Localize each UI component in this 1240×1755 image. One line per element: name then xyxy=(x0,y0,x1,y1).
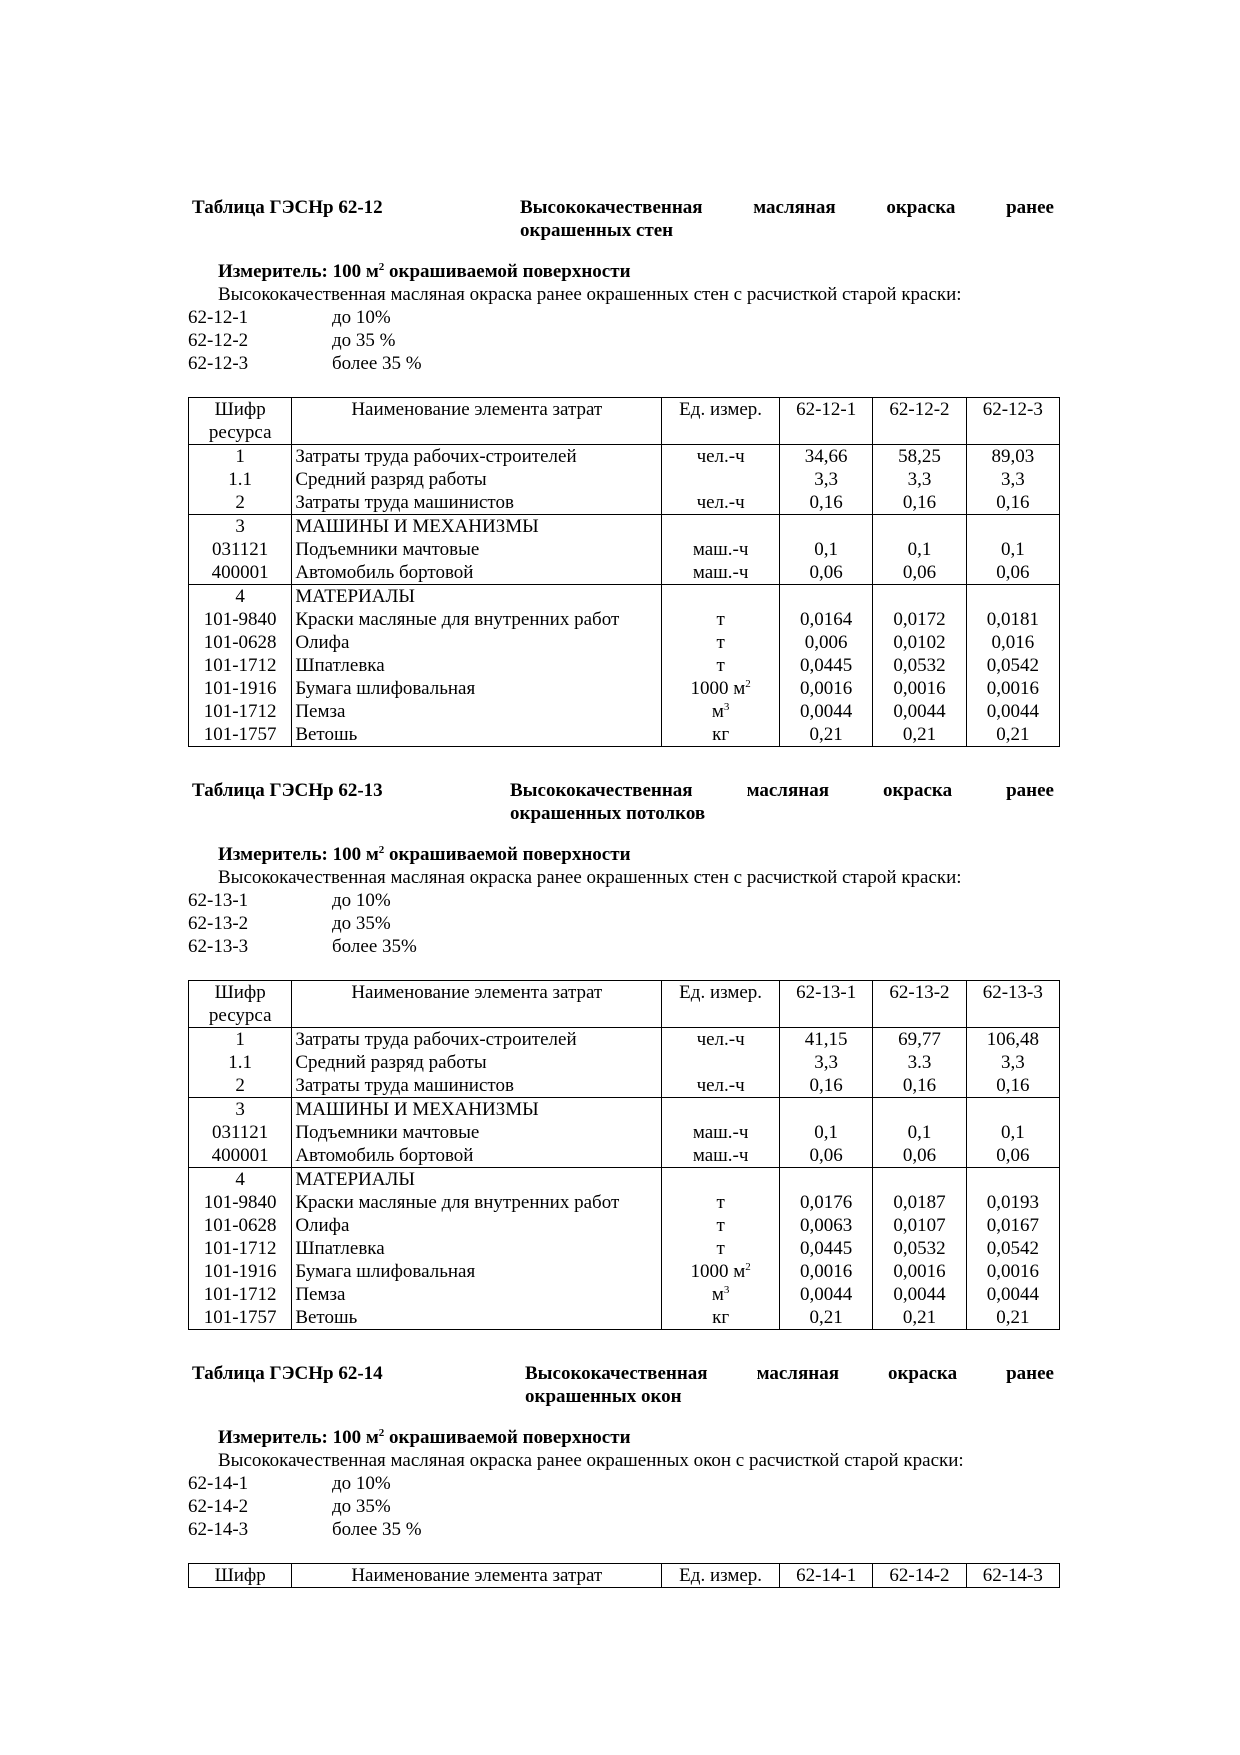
unit-cell: кг xyxy=(662,1306,780,1330)
norm-value xyxy=(780,585,873,609)
variant-label: до 35% xyxy=(332,913,391,934)
heading-word: окраска xyxy=(887,1363,958,1384)
variant-code: 62-12-2 xyxy=(188,330,249,351)
table-row xyxy=(189,631,1060,654)
cost-element-name: Автомобиль бортовой xyxy=(292,1144,662,1168)
norm-value: 0,0044 xyxy=(780,700,873,723)
description: Высококачественная масляная окраска ранее окрашенных стен с расчисткой старой краски: xyxy=(218,284,962,305)
table-row xyxy=(189,515,1060,539)
unit-cell: маш.-ч xyxy=(662,1144,780,1168)
header-variant-col: 62-12-1 xyxy=(780,398,873,445)
heading-word: масляная xyxy=(756,1363,839,1384)
norm-value: 3.3 xyxy=(873,1051,966,1074)
table-row xyxy=(189,1168,1060,1192)
norm-value: 0,0176 xyxy=(780,1191,873,1214)
norm-value: 0,0016 xyxy=(873,1260,966,1283)
norm-value: 0,21 xyxy=(873,1306,966,1330)
table-header-row xyxy=(189,398,1060,445)
norm-value: 0,1 xyxy=(966,538,1059,561)
resource-code: 101-1712 xyxy=(189,1283,292,1306)
table-row xyxy=(189,1121,1060,1144)
norm-value: 0,0016 xyxy=(966,1260,1059,1283)
section-title xyxy=(188,1362,1060,1408)
cost-element-name: Шпатлевка xyxy=(292,654,662,677)
norm-value xyxy=(966,1168,1059,1192)
norm-value xyxy=(780,1098,873,1122)
header-variant-col: 62-12-3 xyxy=(966,398,1059,445)
variant-item xyxy=(188,912,1060,935)
table-row xyxy=(189,585,1060,609)
norm-value xyxy=(966,1098,1059,1122)
heading-word: окраска xyxy=(882,780,953,801)
meter-line: Измеритель: 100 $м^2$ окрашиваемой поверхности xyxy=(218,844,631,865)
norm-value: 0,06 xyxy=(873,561,966,585)
norm-value: 0,1 xyxy=(873,1121,966,1144)
resource-code: 4 xyxy=(189,585,292,609)
resource-code: 3 xyxy=(189,1098,292,1122)
norm-value: 0,16 xyxy=(780,491,873,515)
norm-value: 3,3 xyxy=(780,1051,873,1074)
table-row xyxy=(189,1051,1060,1074)
variant-label: до 10% xyxy=(332,1473,391,1494)
table-label: Таблица ГЭСНр 62-12 xyxy=(192,197,383,218)
variant-label: более 35% xyxy=(332,936,417,957)
variant-list xyxy=(188,1472,1060,1541)
cost-element-name: Бумага шлифовальная xyxy=(292,677,662,700)
table-row xyxy=(189,1074,1060,1098)
norm-value: 0,0181 xyxy=(966,608,1059,631)
unit-cell: $м^3$ xyxy=(662,700,780,723)
norm-value: 3,3 xyxy=(966,468,1059,491)
variant-label: более 35 % xyxy=(332,353,422,374)
section-heading xyxy=(520,196,1054,242)
variant-item xyxy=(188,935,1060,958)
variant-item xyxy=(188,306,1060,329)
section-62-12 xyxy=(188,196,1060,747)
cost-element-name: Олифа xyxy=(292,1214,662,1237)
unit-cell: чел.-ч xyxy=(662,1074,780,1098)
unit-cell: 1000 $м^2$ xyxy=(662,677,780,700)
variant-item xyxy=(188,1495,1060,1518)
header-name: Наименование элемента затрат xyxy=(292,1564,662,1588)
heading-word: Высококачественная xyxy=(520,197,703,218)
table-row xyxy=(189,561,1060,585)
cost-element-name: Автомобиль бортовой xyxy=(292,561,662,585)
cost-element-name: Подъемники мачтовые xyxy=(292,1121,662,1144)
heading-word: ранее xyxy=(1006,780,1054,801)
variant-code: 62-13-3 xyxy=(188,936,249,957)
table-row xyxy=(189,700,1060,723)
norm-value: 0,006 xyxy=(780,631,873,654)
norm-value: 58,25 xyxy=(873,445,966,469)
table-row xyxy=(189,1283,1060,1306)
variant-label: более 35 % xyxy=(332,1519,422,1540)
table-row xyxy=(189,1191,1060,1214)
norm-value: 0,0445 xyxy=(780,654,873,677)
table-row xyxy=(189,1144,1060,1168)
norm-value: 0,1 xyxy=(780,1121,873,1144)
meter-line: Измеритель: 100 $м^2$ окрашиваемой поверхности xyxy=(218,261,631,282)
cost-element-name: Краски масляные для внутренних работ xyxy=(292,608,662,631)
unit-cell: т xyxy=(662,1237,780,1260)
norm-value: 0,0167 xyxy=(966,1214,1059,1237)
resource-code: 2 xyxy=(189,491,292,515)
norm-value: 0,06 xyxy=(966,1144,1059,1168)
unit-cell: 1000 $м^2$ xyxy=(662,1260,780,1283)
norm-value: 0,0532 xyxy=(873,1237,966,1260)
norm-value: 0,0102 xyxy=(873,631,966,654)
unit-cell xyxy=(662,585,780,609)
norm-value: 0,21 xyxy=(780,1306,873,1330)
norm-value: 3,3 xyxy=(780,468,873,491)
norm-value: 106,48 xyxy=(966,1028,1059,1052)
norm-value: 41,15 xyxy=(780,1028,873,1052)
description: Высококачественная масляная окраска ранее окрашенных окон с расчисткой старой краски: xyxy=(218,1450,964,1471)
resource-code: 031121 xyxy=(189,538,292,561)
resource-code: 101-1712 xyxy=(189,1237,292,1260)
cost-element-name: Затраты труда рабочих-строителей xyxy=(292,1028,662,1052)
norm-value: 0,0532 xyxy=(873,654,966,677)
norm-value: 0,06 xyxy=(966,561,1059,585)
header-variant-col: 62-14-3 xyxy=(966,1564,1059,1588)
header-variant-col: 62-12-2 xyxy=(873,398,966,445)
heading-word: масляная xyxy=(746,780,829,801)
heading-word: масляная xyxy=(753,197,836,218)
norm-value: 0,06 xyxy=(873,1144,966,1168)
cost-element-name: Ветошь xyxy=(292,723,662,747)
resource-code: 101-9840 xyxy=(189,1191,292,1214)
variant-list xyxy=(188,306,1060,375)
variant-code: 62-14-2 xyxy=(188,1496,249,1517)
norm-value: 0,1 xyxy=(780,538,873,561)
norm-value: 0,0107 xyxy=(873,1214,966,1237)
norm-value: 0,21 xyxy=(966,723,1059,747)
table-row xyxy=(189,654,1060,677)
variant-item xyxy=(188,329,1060,352)
norm-value: 89,03 xyxy=(966,445,1059,469)
unit-cell: т xyxy=(662,1191,780,1214)
unit-cell xyxy=(662,515,780,539)
norm-value: 0,0542 xyxy=(966,654,1059,677)
resource-code: 101-1916 xyxy=(189,1260,292,1283)
variant-list xyxy=(188,889,1060,958)
section-heading xyxy=(525,1362,1054,1408)
resource-code: 3 xyxy=(189,515,292,539)
resource-code: 1 xyxy=(189,1028,292,1052)
resource-code: 101-1757 xyxy=(189,1306,292,1330)
norm-value: 0,21 xyxy=(873,723,966,747)
norm-value: 0,0164 xyxy=(780,608,873,631)
table-row xyxy=(189,1237,1060,1260)
cost-element-name: Краски масляные для внутренних работ xyxy=(292,1191,662,1214)
unit-cell: маш.-ч xyxy=(662,1121,780,1144)
table-row xyxy=(189,723,1060,747)
norm-value: 0,1 xyxy=(966,1121,1059,1144)
resource-code: 400001 xyxy=(189,1144,292,1168)
heading-line-2: окрашенных потолков xyxy=(510,803,706,824)
header-name: Наименование элемента затрат xyxy=(292,398,662,445)
variant-code: 62-14-1 xyxy=(188,1473,249,1494)
variant-code: 62-13-1 xyxy=(188,890,249,911)
norm-value: 0,06 xyxy=(780,1144,873,1168)
header-variant-col: 62-13-1 xyxy=(780,981,873,1028)
norm-value: 34,66 xyxy=(780,445,873,469)
resource-code: 400001 xyxy=(189,561,292,585)
norm-value: 0,16 xyxy=(966,1074,1059,1098)
unit-cell: т xyxy=(662,654,780,677)
norm-value: 0,0044 xyxy=(873,700,966,723)
unit-cell xyxy=(662,1051,780,1074)
norm-value xyxy=(780,515,873,539)
unit-cell: маш.-ч xyxy=(662,561,780,585)
header-unit: Ед. измер. xyxy=(662,1564,780,1588)
heading-word: окраска xyxy=(886,197,956,218)
variant-label: до 35% xyxy=(332,1496,391,1517)
norm-value: 0,0044 xyxy=(966,700,1059,723)
norm-value xyxy=(966,515,1059,539)
unit-cell: чел.-ч xyxy=(662,445,780,469)
norm-value: 0,21 xyxy=(966,1306,1059,1330)
resource-code: 4 xyxy=(189,1168,292,1192)
norm-value: 0,0016 xyxy=(873,677,966,700)
table-label: Таблица ГЭСНр 62-14 xyxy=(192,1363,383,1384)
unit-cell: т xyxy=(662,1214,780,1237)
variant-item xyxy=(188,1518,1060,1541)
cost-element-name: Средний разряд работы xyxy=(292,1051,662,1074)
cost-element-name: Олифа xyxy=(292,631,662,654)
variant-code: 62-12-1 xyxy=(188,307,249,328)
norm-value xyxy=(966,585,1059,609)
norm-table xyxy=(188,397,1060,747)
cost-element-name: Средний разряд работы xyxy=(292,468,662,491)
heading-word: Высококачественная xyxy=(525,1363,708,1384)
variant-item xyxy=(188,1472,1060,1495)
resource-code: 101-0628 xyxy=(189,1214,292,1237)
norm-value: 0,0016 xyxy=(780,677,873,700)
header-code: Шифр ресурса xyxy=(189,981,292,1028)
table-row xyxy=(189,677,1060,700)
unit-cell xyxy=(662,468,780,491)
norm-value: 0,0193 xyxy=(966,1191,1059,1214)
variant-label: до 35 % xyxy=(332,330,396,351)
section-title xyxy=(188,196,1060,242)
resource-code: 101-1916 xyxy=(189,677,292,700)
table-row xyxy=(189,538,1060,561)
variant-code: 62-14-3 xyxy=(188,1519,249,1540)
cost-element-name: Подъемники мачтовые xyxy=(292,538,662,561)
cost-element-name: Затраты труда машинистов xyxy=(292,1074,662,1098)
norm-value: 0,0187 xyxy=(873,1191,966,1214)
norm-value: 0,0044 xyxy=(873,1283,966,1306)
unit-cell: т xyxy=(662,608,780,631)
section-heading xyxy=(510,779,1054,825)
unit-cell: чел.-ч xyxy=(662,1028,780,1052)
heading-word: ранее xyxy=(1006,197,1054,218)
norm-value: 0,21 xyxy=(780,723,873,747)
norm-value: 0,06 xyxy=(780,561,873,585)
table-header-row xyxy=(189,981,1060,1028)
resource-code: 1 xyxy=(189,445,292,469)
unit-cell xyxy=(662,1168,780,1192)
header-variant-col: 62-14-1 xyxy=(780,1564,873,1588)
table-row xyxy=(189,1260,1060,1283)
cost-element-name: Затраты труда машинистов xyxy=(292,491,662,515)
table-row xyxy=(189,608,1060,631)
norm-value: 0,0542 xyxy=(966,1237,1059,1260)
table-header-row xyxy=(189,1564,1060,1588)
norm-table xyxy=(188,980,1060,1330)
norm-value: 0,0044 xyxy=(966,1283,1059,1306)
norm-value xyxy=(873,1168,966,1192)
norm-value: 69,77 xyxy=(873,1028,966,1052)
section-title xyxy=(188,779,1060,825)
header-code: Шифр ресурса xyxy=(189,398,292,445)
unit-cell xyxy=(662,1098,780,1122)
norm-value: 3,3 xyxy=(966,1051,1059,1074)
cost-element-name: Бумага шлифовальная xyxy=(292,1260,662,1283)
resource-code: 101-1757 xyxy=(189,723,292,747)
norm-value: 0,0016 xyxy=(780,1260,873,1283)
norm-value: 0,0016 xyxy=(966,677,1059,700)
variant-code: 62-12-3 xyxy=(188,353,249,374)
norm-value: 0,0044 xyxy=(780,1283,873,1306)
table-row xyxy=(189,1028,1060,1052)
meter-line: Измеритель: 100 $м^2$ окрашиваемой поверхности xyxy=(218,1427,631,1448)
section-62-13 xyxy=(188,779,1060,1330)
header-variant-col: 62-13-3 xyxy=(966,981,1059,1028)
resource-code: 1.1 xyxy=(189,468,292,491)
cost-element-name: МАТЕРИАЛЫ xyxy=(292,1168,662,1192)
description: Высококачественная масляная окраска ранее окрашенных стен с расчисткой старой краски: xyxy=(218,867,962,888)
norm-value: 0,16 xyxy=(780,1074,873,1098)
norm-table xyxy=(188,1563,1060,1588)
header-variant-col: 62-14-2 xyxy=(873,1564,966,1588)
norm-value: 0,016 xyxy=(966,631,1059,654)
header-unit: Ед. измер. xyxy=(662,398,780,445)
table-row xyxy=(189,1306,1060,1330)
variant-label: до 10% xyxy=(332,307,391,328)
norm-value: 3,3 xyxy=(873,468,966,491)
norm-value: 0,1 xyxy=(873,538,966,561)
table-row xyxy=(189,1214,1060,1237)
table-label: Таблица ГЭСНр 62-13 xyxy=(192,780,383,801)
table-row xyxy=(189,491,1060,515)
variant-item xyxy=(188,889,1060,912)
table-row xyxy=(189,1098,1060,1122)
norm-value: 0,16 xyxy=(873,491,966,515)
resource-code: 2 xyxy=(189,1074,292,1098)
table-row xyxy=(189,468,1060,491)
unit-cell: чел.-ч xyxy=(662,491,780,515)
cost-element-name: МАШИНЫ И МЕХАНИЗМЫ xyxy=(292,1098,662,1122)
norm-value xyxy=(780,1168,873,1192)
unit-cell: т xyxy=(662,631,780,654)
heading-line-2: окрашенных стен xyxy=(520,220,674,241)
norm-value xyxy=(873,1098,966,1122)
norm-value: 0,16 xyxy=(966,491,1059,515)
variant-label: до 10% xyxy=(332,890,391,911)
cost-element-name: МАТЕРИАЛЫ xyxy=(292,585,662,609)
cost-element-name: МАШИНЫ И МЕХАНИЗМЫ xyxy=(292,515,662,539)
norm-value: 0,16 xyxy=(873,1074,966,1098)
resource-code: 101-1712 xyxy=(189,654,292,677)
unit-cell: $м^3$ xyxy=(662,1283,780,1306)
header-name: Наименование элемента затрат xyxy=(292,981,662,1028)
cost-element-name: Пемза xyxy=(292,1283,662,1306)
heading-word: ранее xyxy=(1006,1363,1054,1384)
cost-element-name: Ветошь xyxy=(292,1306,662,1330)
norm-value: 0,0172 xyxy=(873,608,966,631)
table-row xyxy=(189,445,1060,469)
resource-code: 101-1712 xyxy=(189,700,292,723)
unit-cell: кг xyxy=(662,723,780,747)
norm-value xyxy=(873,585,966,609)
header-code: Шифр xyxy=(189,1564,292,1588)
resource-code: 101-9840 xyxy=(189,608,292,631)
resource-code: 1.1 xyxy=(189,1051,292,1074)
cost-element-name: Затраты труда рабочих-строителей xyxy=(292,445,662,469)
heading-line-2: окрашенных окон xyxy=(525,1386,682,1407)
variant-item xyxy=(188,352,1060,375)
header-variant-col: 62-13-2 xyxy=(873,981,966,1028)
section-62-14 xyxy=(188,1362,1060,1588)
header-unit: Ед. измер. xyxy=(662,981,780,1028)
cost-element-name: Пемза xyxy=(292,700,662,723)
unit-cell: маш.-ч xyxy=(662,538,780,561)
heading-word: Высококачественная xyxy=(510,780,693,801)
norm-value: 0,0063 xyxy=(780,1214,873,1237)
resource-code: 031121 xyxy=(189,1121,292,1144)
norm-value xyxy=(873,515,966,539)
cost-element-name: Шпатлевка xyxy=(292,1237,662,1260)
variant-code: 62-13-2 xyxy=(188,913,249,934)
resource-code: 101-0628 xyxy=(189,631,292,654)
norm-value: 0,0445 xyxy=(780,1237,873,1260)
